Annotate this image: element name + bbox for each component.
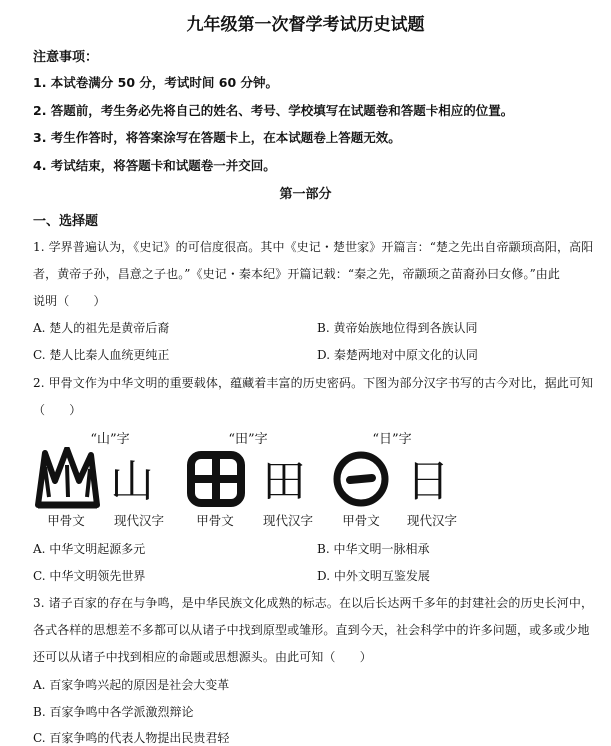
figure-caption: 现代汉字: [113, 513, 164, 528]
note-item: 1. 本试卷满分 50 分，考试时间 60 分钟。: [33, 75, 278, 90]
question-1-line: 1. 学界普遍认为，《史记》的可信度很高。其中《史记・楚世家》开篇言：“楚之先出自帝颛顼高阳，高阳: [33, 240, 594, 254]
part-title: 第一部分: [279, 187, 332, 202]
q3-option-c[interactable]: C. 百家争鸣的代表人物提出民贵君轻: [33, 731, 230, 745]
question-1-line: 说明（ ）: [33, 294, 106, 308]
section-title: 一、选择题: [33, 214, 99, 229]
q1-option-b[interactable]: B. 黄帝始族地位得到各族认同: [317, 321, 478, 335]
figure-caption: 甲骨文: [342, 513, 380, 528]
note-item: 4. 考试结束，将答题卡和试题卷一并交回。: [33, 158, 276, 173]
figure-caption: 现代汉字: [262, 513, 313, 528]
note-item: 3. 考生作答时，将答案涂写在答题卡上，在本试题卷上答题无效。: [33, 130, 401, 145]
page-title: 九年级第一次督学考试历史试题: [186, 15, 425, 35]
notes-heading: 注意事项：: [33, 50, 99, 65]
question-3-line: 还可以从诸子中找到相应的命题或思想源头。由此可知（ ）: [33, 650, 372, 664]
figure-caption: 现代汉字: [406, 513, 457, 528]
q2-option-c[interactable]: C. 中华文明领先世界: [33, 569, 146, 583]
q1-option-a[interactable]: A. 楚人的祖先是黄帝后裔: [33, 321, 170, 335]
figure-label-sun: “日”字: [372, 432, 412, 447]
figure-caption: 甲骨文: [196, 513, 234, 528]
question-2-line: （ ）: [33, 403, 82, 417]
q2-option-d[interactable]: D. 中外文明互鉴发展: [317, 569, 430, 583]
question-3-line: 3. 诸子百家的存在与争鸣，是中华民族文化成熟的标志。在以后长达两千多年的封建社会的历史长河中，: [33, 596, 594, 610]
oracle-sun-glyph-icon: [332, 450, 390, 508]
question-1-line: 者，黄帝子孙，昌意之子也。”《史记・秦本纪》开篇记载：“秦之先，帝颛顼之苗裔孙曰女修。”由此: [33, 267, 561, 281]
figure-label-field: “田”字: [228, 432, 268, 447]
question-2-line: 2. 甲骨文作为中华文明的重要载体，蕴藏着丰富的历史密码。下图为部分汉字书写的古今对比，据此可知: [33, 376, 594, 390]
modern-char-field: 田: [262, 456, 306, 507]
q1-option-d[interactable]: D. 秦楚两地对中原文化的认同: [317, 348, 478, 362]
q1-option-c[interactable]: C. 楚人比秦人血统更纯正: [33, 348, 170, 362]
figure-label-mountain: “山”字: [90, 432, 130, 447]
oracle-field-glyph-icon: [186, 450, 246, 508]
figure-caption: 甲骨文: [47, 513, 85, 528]
q3-option-a[interactable]: A. 百家争鸣兴起的原因是社会大变革: [33, 678, 230, 692]
modern-char-sun: 日: [406, 456, 450, 507]
oracle-mountain-glyph-icon: [35, 447, 101, 509]
q2-option-a[interactable]: A. 中华文明起源多元: [33, 542, 146, 556]
q2-option-b[interactable]: B. 中华文明一脉相承: [317, 542, 430, 556]
note-item: 2. 答题前，考生务必先将自己的姓名、考号、学校填写在试题卷和答题卡相应的位置。: [33, 103, 514, 118]
modern-char-mountain: 山: [110, 456, 154, 507]
q3-option-b[interactable]: B. 百家争鸣中各学派激烈辩论: [33, 705, 194, 719]
question-3-line: 各式各样的思想差不多都可以从诸子中找到原型或雏形。直到今天，社会科学中的许多问题，或多或少地: [33, 623, 590, 637]
